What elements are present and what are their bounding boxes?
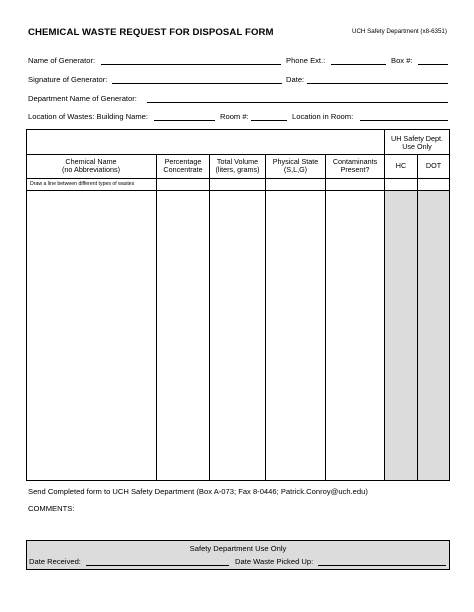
room-number-field[interactable] <box>251 120 287 121</box>
col-contaminants-line1: Contaminants <box>332 157 378 166</box>
col-physical-state-line2: (S,L,G) <box>283 165 308 175</box>
date-picked-up-field[interactable] <box>318 565 446 566</box>
col-hc: HC <box>395 161 407 170</box>
col-physical-state-line1: Physical State <box>272 157 319 166</box>
signature-field[interactable] <box>112 83 282 84</box>
col-dot: DOT <box>425 161 442 170</box>
col-contaminants-line2: Present? <box>340 165 370 175</box>
date-picked-up-label: Date Waste Picked Up: <box>235 557 314 566</box>
first-row-line <box>26 190 450 191</box>
room-number-label: Room #: <box>220 112 249 121</box>
col-divider-1 <box>156 154 157 481</box>
building-name-field[interactable] <box>154 120 215 121</box>
date-field[interactable] <box>307 83 448 84</box>
column-header-bottom <box>26 178 450 179</box>
department-name-field[interactable] <box>147 102 448 103</box>
phone-ext-field[interactable] <box>331 64 386 65</box>
col-physical-state <box>266 158 325 175</box>
col-divider-3 <box>265 154 266 481</box>
table-instruction: Draw a line between different types of wastes <box>30 181 135 187</box>
col-percentage-line1: Percentage <box>164 157 202 166</box>
box-number-field[interactable] <box>418 64 448 65</box>
col-divider-5 <box>384 129 385 481</box>
comments-label: COMMENTS: <box>28 504 75 513</box>
safety-use-header-line1: UH Safety Dept. <box>391 134 443 143</box>
safety-use-header-line2: Use Only <box>402 142 432 152</box>
col-total-volume <box>210 158 265 175</box>
col-percentage <box>157 158 209 175</box>
location-in-room-label: Location in Room: <box>292 112 354 121</box>
col-divider-2 <box>209 154 210 481</box>
send-to-instruction: Send Completed form to UCH Safety Department (Box A-073; Fax 8-0446; Patrick.Conroy@uch.edu) <box>28 487 368 496</box>
date-label: Date: <box>286 75 305 84</box>
box-number-label: Box #: <box>391 56 413 65</box>
signature-label: Signature of Generator: <box>28 75 108 84</box>
phone-ext-label: Phone Ext.: <box>286 56 326 65</box>
date-received-field[interactable] <box>86 565 229 566</box>
header-separator <box>26 154 450 155</box>
name-of-generator-label: Name of Generator: <box>28 56 96 65</box>
safety-use-box-title: Safety Department Use Only <box>189 544 287 553</box>
col-total-volume-line2: (liters, grams) <box>215 165 260 175</box>
col-contaminants <box>326 158 384 175</box>
safety-use-header <box>385 135 449 152</box>
col-divider-4 <box>325 154 326 481</box>
date-received-label: Date Received: <box>29 557 81 566</box>
col-divider-6 <box>417 154 418 481</box>
department-name-label: Department Name of Generator: <box>28 94 137 103</box>
building-name-label: Location of Wastes: Building Name: <box>28 112 149 121</box>
col-chemical-name <box>26 158 156 175</box>
name-of-generator-field[interactable] <box>101 64 281 65</box>
department-contact: UCH Safety Department (x8-6351) <box>352 28 447 35</box>
form-title: CHEMICAL WASTE REQUEST FOR DISPOSAL FORM <box>28 27 274 38</box>
col-chemical-name-line2: (no Abbreviations) <box>62 165 120 175</box>
location-in-room-field[interactable] <box>360 120 448 121</box>
col-percentage-line2: Concentrate <box>163 165 203 175</box>
col-chemical-name-line1: Chemical Name <box>65 157 117 166</box>
col-total-volume-line1: Total Volume <box>216 157 259 166</box>
